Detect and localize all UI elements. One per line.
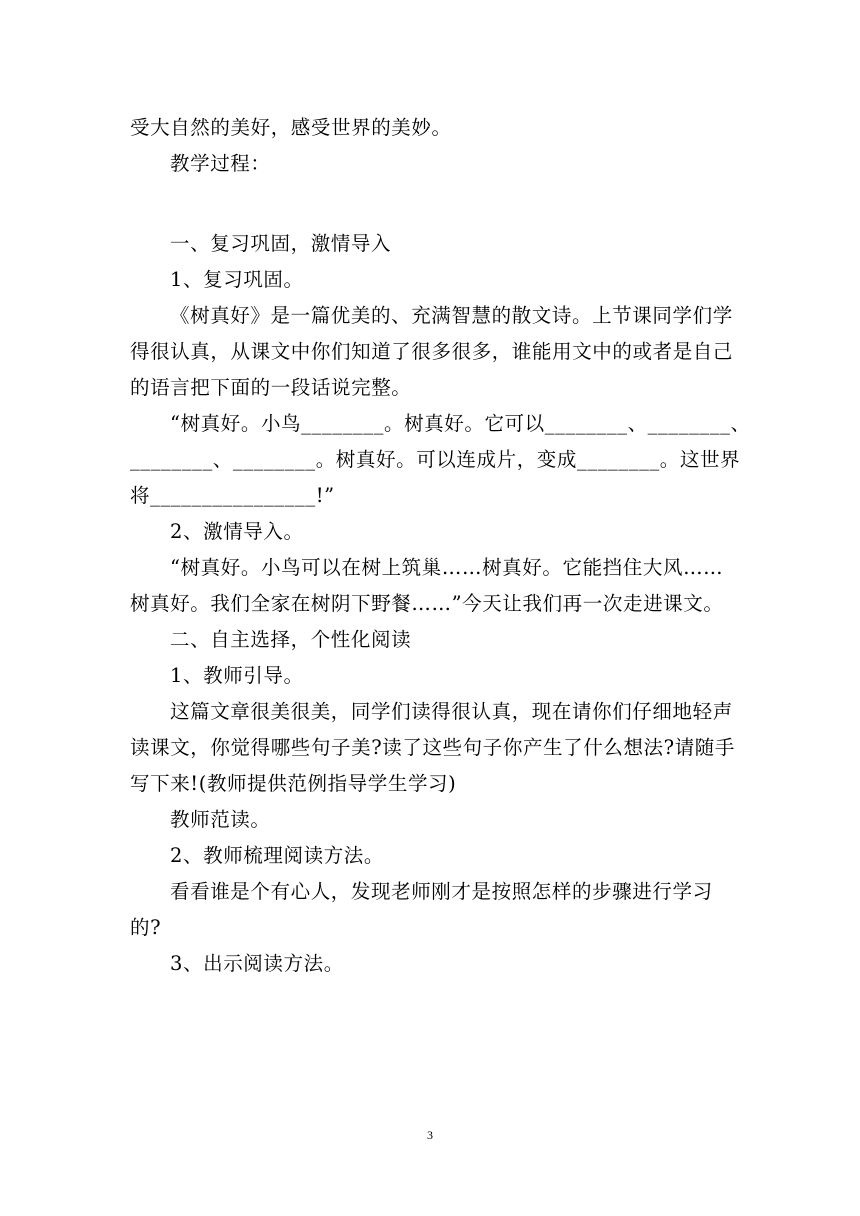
text-line: 读课文，你觉得哪些句子美?读了这些句子你产生了什么想法?请随手 bbox=[130, 736, 736, 759]
text-line: 受大自然的美好，感受世界的美妙。 bbox=[130, 116, 452, 139]
text-line: 这篇文章很美很美，同学们读得很认真，现在请你们仔细地轻声 bbox=[170, 700, 733, 723]
text-line: 教学过程： bbox=[170, 152, 271, 175]
text-line: 将________________!” bbox=[130, 484, 335, 507]
text-line: 教师范读。 bbox=[170, 808, 271, 831]
text-line: ________、________。树真好。可以连成片，变成________。这世界 bbox=[130, 448, 741, 471]
subsection-heading: 2、教师梳理阅读方法。 bbox=[170, 844, 385, 867]
text-line: 得很认真，从课文中你们知道了很多很多，谁能用文中的或者是自己 bbox=[130, 340, 734, 363]
text-line: 《树真好》是一篇优美的、充满智慧的散文诗。上节课同学们学 bbox=[170, 304, 733, 327]
text-line: 的语言把下面的一段话说完整。 bbox=[130, 376, 412, 399]
page-number: 3 bbox=[427, 1128, 433, 1142]
subsection-heading: 1、教师引导。 bbox=[170, 664, 304, 687]
document-body bbox=[130, 110, 751, 982]
text-line: 树真好。我们全家在树阴下野餐……”今天让我们再一次走进课文。 bbox=[130, 592, 724, 615]
text-line: “树真好。小鸟________。树真好。它可以________、________、 bbox=[170, 412, 751, 435]
subsection-heading: 3、出示阅读方法。 bbox=[170, 952, 344, 975]
text-line: “树真好。小鸟可以在树上筑巢……树真好。它能挡住大风…… bbox=[170, 556, 724, 579]
subsection-heading: 1、复习巩固。 bbox=[170, 268, 304, 291]
section-heading: 二、自主选择，个性化阅读 bbox=[170, 628, 412, 651]
section-heading: 一、复习巩固，激情导入 bbox=[170, 232, 392, 255]
subsection-heading: 2、激情导入。 bbox=[170, 520, 304, 543]
text-line: 看看谁是个有心人，发现老师刚才是按照怎样的步骤进行学习 bbox=[170, 880, 713, 903]
text-line: 写下来!(教师提供范例指导学生学习) bbox=[130, 772, 457, 795]
text-line: 的? bbox=[130, 916, 162, 939]
paragraph-gap bbox=[130, 182, 730, 226]
